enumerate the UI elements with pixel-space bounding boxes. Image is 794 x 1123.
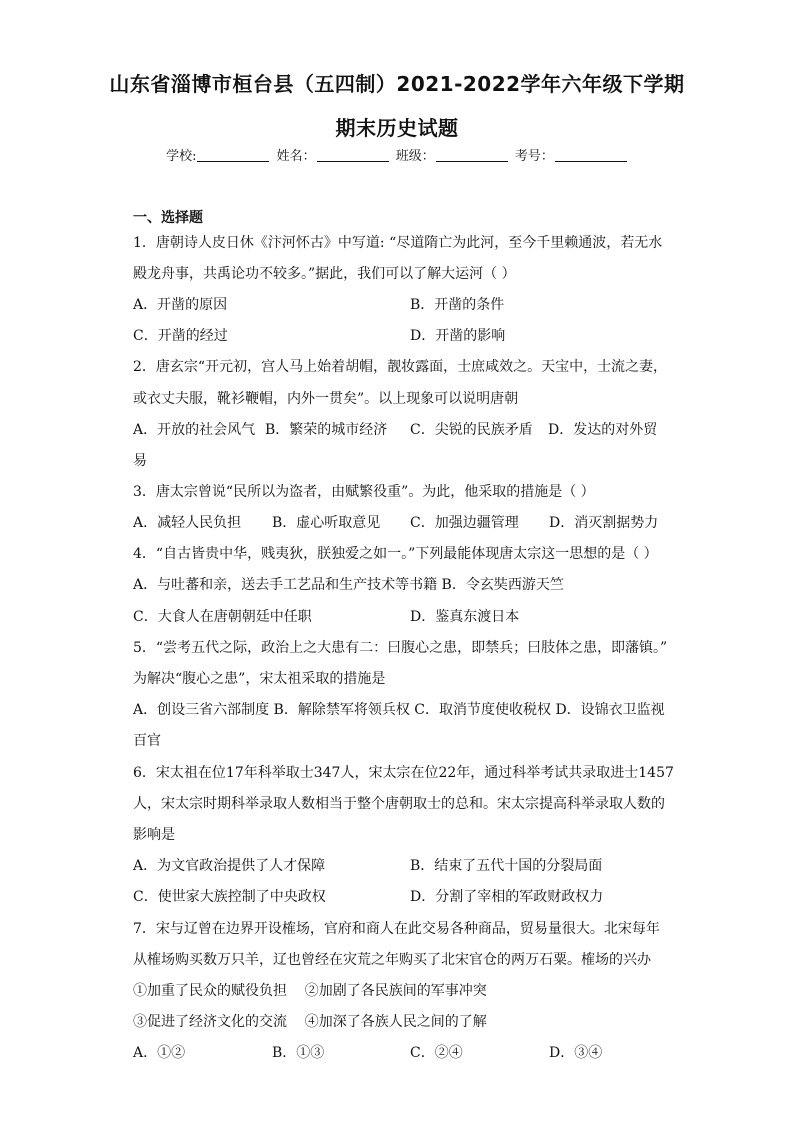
school-blank[interactable] [197, 149, 269, 162]
q4-option-ab[interactable]: A．与吐蕃和亲，送去手工艺品和生产技术等书籍 B．令玄奘西游天竺 [133, 577, 564, 593]
q6-option-a[interactable]: A．为文官政治提供了人才保障 [133, 858, 326, 874]
q2-option-d[interactable]: D．发达的对外贸 [548, 422, 658, 438]
q7-stem-line1: 7．宋与辽曾在边界开设榷场，官府和商人在此交易各种商品，贸易量很大。北宋每年 [133, 921, 660, 937]
q7-statements-line2: ③促进了经济文化的交流 ④加深了各族人民之间的了解 [133, 1014, 487, 1030]
q7-stem-line2: 从榷场购买数万只羊，辽也曾经在灾荒之年购买了北宋官仓的两万石粟。榷场的兴办 [133, 952, 651, 968]
q1-option-b[interactable]: B．开凿的条件 [410, 297, 505, 313]
q6-stem-line1: 6．宋太祖在位17年科举取士347人，宋太宗在位22年，通过科举考试共录取进士1457 [133, 765, 674, 781]
q7-option-d[interactable]: D．③④ [549, 1045, 603, 1061]
q1-option-d[interactable]: D．开凿的影响 [410, 328, 506, 344]
exam-number-label: 考号： [514, 149, 554, 164]
exam-title-line1: 山东省淄博市桓台县（五四制）2021-2022学年六年级下学期 [109, 72, 685, 96]
school-label: 学校: [166, 149, 197, 164]
q4-option-d[interactable]: D．鉴真东渡日本 [410, 609, 520, 625]
q6-option-c[interactable]: C．使世家大族控制了中央政权 [133, 889, 326, 905]
q5-options-line[interactable]: A．创设三省六部制度 B．解除禁军将领兵权 C．取消节度使收税权 D．设锦衣卫监视 [133, 702, 665, 718]
q2-stem-line1: 2．唐玄宗“开元初，宫人马上始着胡帽，靓妆露面，士庶咸效之。天宝中，士流之妻， [133, 359, 668, 375]
section-title: 一、选择题 [133, 210, 203, 226]
exam-number-blank[interactable] [555, 149, 627, 162]
q6-stem-line2: 人，宋太宗时期科举录取人数相当于整个唐朝取士的总和。宋太宗提高科举录取人数的 [133, 796, 665, 812]
name-blank[interactable] [317, 149, 389, 162]
q3-option-d[interactable]: D．消灭割据势力 [549, 515, 659, 531]
name-label: 姓名： [276, 149, 316, 164]
q1-option-a[interactable]: A．开凿的原因 [133, 297, 228, 313]
q1-option-c[interactable]: C．开凿的经过 [133, 328, 228, 344]
q7-option-b[interactable]: B．①③ [272, 1045, 325, 1061]
q7-option-c[interactable]: C．②④ [410, 1045, 463, 1061]
q7-statements-line1: ①加重了民众的赋役负担 ②加剧了各民族间的军事冲突 [133, 983, 487, 999]
student-info-line [0, 145, 794, 164]
q1-stem-line2: 殿龙舟事，共禹论功不较多。”据此，我们可以了解大运河（ ） [133, 266, 516, 282]
q5-option-d-wrap: 百官 [133, 733, 161, 749]
class-label: 班级： [395, 149, 435, 164]
q2-option-c[interactable]: C．尖锐的民族矛盾 [410, 422, 533, 438]
q6-stem-line3: 影响是 [133, 827, 175, 843]
q2-option-b[interactable]: B．繁荣的城市经济 [265, 422, 388, 438]
q3-option-c[interactable]: C．加强边疆管理 [410, 515, 519, 531]
q3-stem-line1: 3．唐太宗曾说“民所以为盗者，由赋繁役重”。为此，他采取的措施是（ ） [133, 484, 595, 500]
q6-option-b[interactable]: B．结束了五代十国的分裂局面 [410, 858, 603, 874]
q1-stem-line1: 1．唐朝诗人皮日休《汴河怀古》中写道: “尽道隋亡为此河，至今千里赖通波，若无水 [133, 235, 663, 251]
q4-option-c[interactable]: C．大食人在唐朝朝廷中任职 [133, 609, 312, 625]
class-blank[interactable] [436, 149, 508, 162]
q3-option-a[interactable]: A．减轻人民负担 [133, 515, 242, 531]
q5-stem-line1: 5．“尝考五代之际，政治上之大患有二：曰腹心之患，即禁兵；曰肢体之患，即藩镇。” [133, 640, 668, 656]
q2-option-a[interactable]: A．开放的社会风气 [133, 422, 256, 438]
q4-stem-line1: 4．“自古皆贵中华，贱夷狄，朕独爱之如一。”下列最能体现唐太宗这一思想的是（ ） [133, 546, 658, 562]
exam-title-line2: 期末历史试题 [335, 116, 459, 140]
q3-option-b[interactable]: B．虚心听取意见 [272, 515, 381, 531]
q2-option-d-wrap: 易 [133, 453, 147, 469]
q6-option-d[interactable]: D．分割了宰相的军政财政权力 [410, 889, 604, 905]
q7-option-a[interactable]: A．①② [133, 1045, 186, 1061]
q5-stem-line2: 为解决“腹心之患”，宋太祖采取的措施是 [133, 671, 386, 687]
q2-stem-line2: 或衣丈夫服，靴衫鞭帽，内外一贯矣”。以上现象可以说明唐朝 [133, 391, 519, 407]
